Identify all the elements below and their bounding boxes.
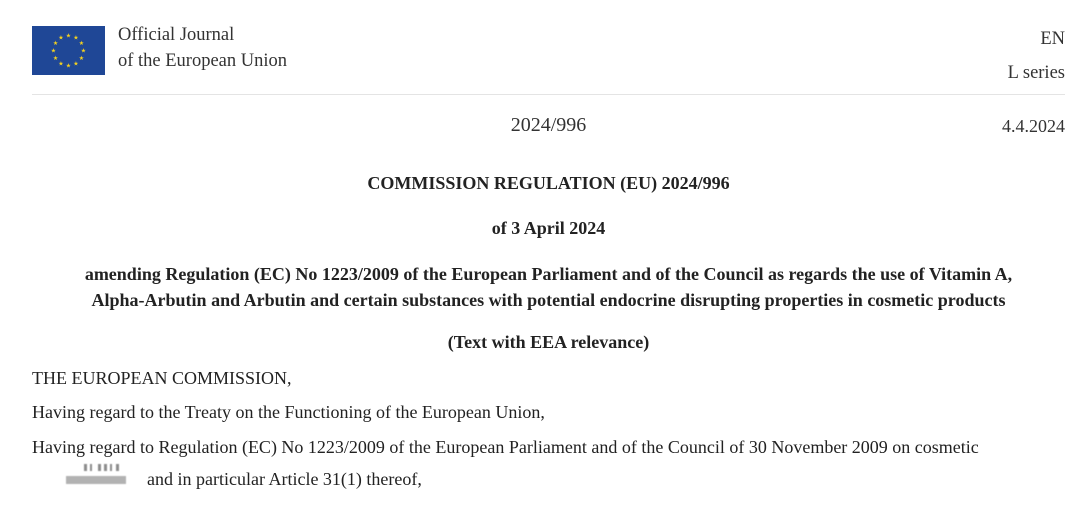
star-icon: ★ bbox=[52, 55, 59, 62]
star-icon: ★ bbox=[58, 60, 64, 68]
star-icon: ★ bbox=[78, 40, 85, 47]
preamble-commission: THE EUROPEAN COMMISSION, bbox=[32, 368, 292, 388]
journal-line-1: Official Journal bbox=[118, 25, 235, 45]
series-label: L series bbox=[1007, 63, 1065, 83]
subject-line-2: Alpha-Arbutin and Arbutin and certain substances with potential endocrine disrupting properties in cosmetic products bbox=[91, 290, 1006, 310]
star-icon: ★ bbox=[80, 47, 87, 55]
language-series bbox=[1008, 22, 1065, 90]
journal-line-2: of the European Union bbox=[118, 51, 288, 71]
language-code: EN bbox=[1040, 29, 1065, 49]
eu-stars-icon bbox=[32, 26, 105, 75]
preamble-treaty: Having regard to the Treaty on the Functioning of the European Union, bbox=[32, 402, 545, 422]
star-icon: ★ bbox=[58, 34, 64, 42]
preamble-regulation: Having regard to Regulation (EC) No 1223/2009 of the European Parliament and of the Council of 30 November 2009 on cosmetic bbox=[32, 437, 979, 457]
eu-flag-logo bbox=[32, 26, 105, 75]
publication-date: 4.4.2024 bbox=[1002, 116, 1065, 136]
journal-name bbox=[118, 22, 287, 74]
star-icon: ★ bbox=[73, 34, 79, 42]
star-icon: ★ bbox=[65, 32, 72, 40]
regulation-date: of 3 April 2024 bbox=[491, 218, 606, 238]
regulation-subject bbox=[30, 261, 1067, 313]
subject-line-1: amending Regulation (EC) No 1223/2009 of the European Parliament and of the Council as regards the use of Vitamin A, bbox=[84, 264, 1013, 284]
document-number: 2024/996 bbox=[510, 114, 587, 136]
star-icon: ★ bbox=[65, 62, 72, 70]
star-icon: ★ bbox=[73, 60, 79, 68]
header-divider bbox=[32, 94, 1065, 95]
star-icon: ★ bbox=[50, 47, 57, 55]
preamble-article: and in particular Article 31(1) thereof, bbox=[147, 469, 422, 489]
blurred-footnote-ref bbox=[64, 462, 130, 488]
eea-relevance: (Text with EEA relevance) bbox=[447, 332, 650, 352]
star-icon: ★ bbox=[52, 40, 59, 47]
star-icon: ★ bbox=[78, 55, 85, 62]
regulation-title: COMMISSION REGULATION (EU) 2024/996 bbox=[367, 173, 730, 193]
